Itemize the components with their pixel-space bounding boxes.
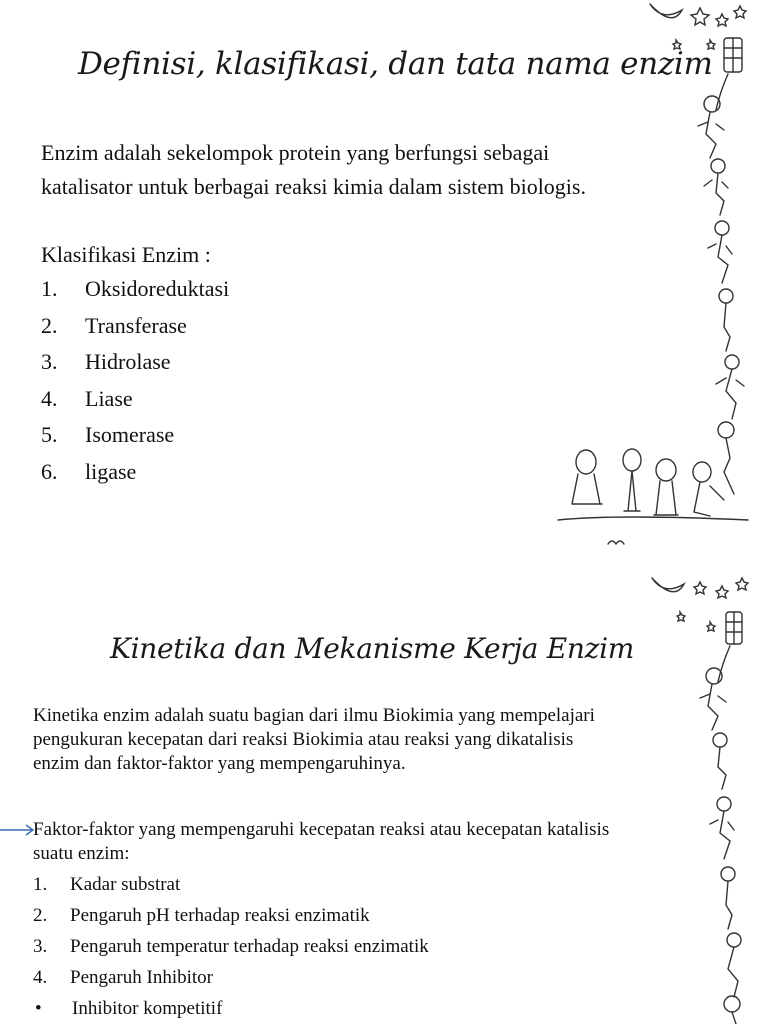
list-item: 1. Kadar substrat	[33, 874, 181, 895]
factors-list	[33, 874, 429, 1029]
kinetics-definition-line-2: pengukuran kecepatan dari reaksi Biokimia atau reaksi yang dikatalisis	[33, 729, 574, 750]
classification-heading: Klasifikasi Enzim :	[41, 242, 211, 267]
factors-intro-line-2: suatu enzim:	[33, 843, 130, 864]
list-item: 2. Pengaruh pH terhadap reaksi enzimatik	[33, 905, 370, 926]
enzyme-definition-line-2: katalisator untuk berbagai reaksi kimia dalam sistem biologis.	[41, 174, 586, 199]
slide-2	[0, 568, 768, 1024]
list-item: 4. Pengaruh Inhibitor	[33, 967, 214, 988]
slide-2-title: Kinetika dan Mekanisme Kerja Enzim	[110, 632, 635, 665]
factors-intro-line-1: Faktor-faktor yang mempengaruhi kecepatan reaksi atau kecepatan katalisis	[33, 819, 610, 840]
kinetics-definition-line-3: enzim dan faktor-faktor yang mempengaruhinya.	[33, 753, 406, 774]
kinetics-definition-line-1: Kinetika enzim adalah suatu bagian dari ilmu Biokimia yang mempelajari	[33, 705, 595, 726]
list-item: 6. ligase	[41, 458, 137, 484]
arrow-right-icon	[0, 824, 36, 836]
slide-1-title: Definisi, klasifikasi, dan tata nama enzim	[78, 46, 713, 82]
classification-list	[41, 276, 229, 496]
list-item: 3. Hidrolase	[41, 349, 171, 375]
list-item: 1. Oksidoreduktasi	[41, 276, 230, 301]
kinetics-definition	[33, 704, 733, 776]
enzyme-definition-line-1: Enzim adalah sekelompok protein yang berfungsi sebagai	[41, 140, 550, 165]
list-item: 2. Transferase	[41, 312, 187, 338]
hanging-children-doodle-icon	[550, 0, 768, 560]
list-item: 5. Isomerase	[41, 422, 175, 448]
hanging-children-doodle-icon	[640, 572, 768, 1024]
list-item: 3. Pengaruh temperatur terhadap reaksi enzimatik	[33, 936, 429, 957]
list-item: 4. Liase	[41, 385, 133, 411]
list-item: • Inhibitor kompetitif	[35, 998, 223, 1019]
